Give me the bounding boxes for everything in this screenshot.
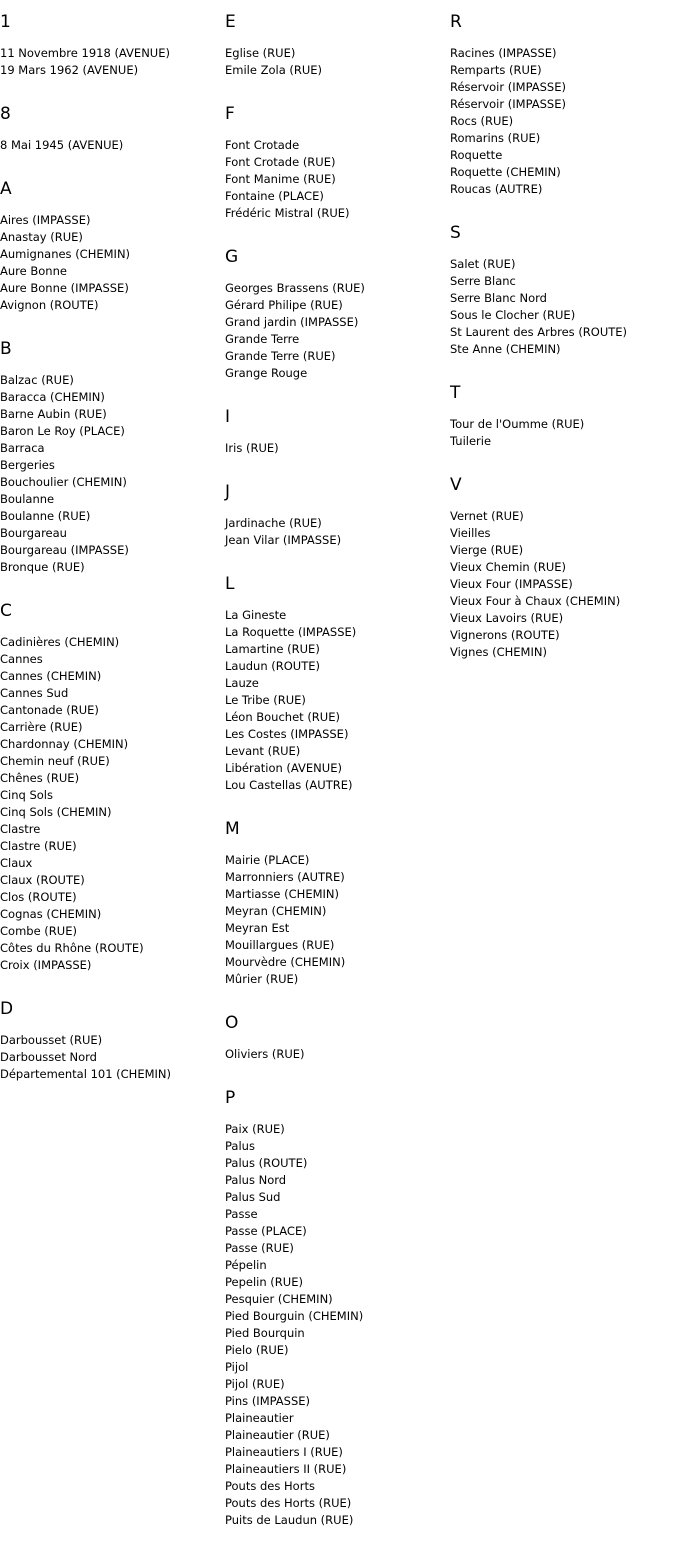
street-link[interactable]: Pepelin (RUE) [225, 1275, 303, 1289]
street-link[interactable]: Lauze [225, 676, 259, 690]
street-link[interactable]: Plaineautier [225, 1411, 294, 1425]
street-link[interactable]: Font Crotade [225, 138, 300, 152]
street-link[interactable]: Cadinières (CHEMIN) [0, 635, 120, 649]
street-link[interactable]: Barraca [0, 441, 45, 455]
street-link[interactable]: Darbousset Nord [0, 1050, 97, 1064]
letter-section [0, 177, 220, 314]
street-link[interactable]: Roucas (AUTRE) [450, 182, 543, 196]
street-link[interactable]: Rocs (RUE) [450, 114, 514, 128]
street-link[interactable]: Cognas (CHEMIN) [0, 907, 102, 921]
street-link[interactable]: Plaineautier (RUE) [225, 1428, 330, 1442]
street-link[interactable]: Grande Terre [225, 332, 300, 346]
street-link[interactable]: Levant (RUE) [225, 744, 301, 758]
street-link[interactable]: Passe [225, 1207, 258, 1221]
street-link[interactable]: Passe (PLACE) [225, 1224, 307, 1238]
street-link[interactable]: Paix (RUE) [225, 1122, 285, 1136]
section-letter-heading: M [225, 819, 240, 839]
street-link[interactable]: Marronniers (AUTRE) [225, 870, 345, 884]
street-link[interactable]: Romarins (RUE) [450, 131, 541, 145]
letter-section [225, 1011, 445, 1063]
letter-section [0, 599, 220, 974]
street-link[interactable]: Vignes (CHEMIN) [450, 645, 547, 659]
street-link[interactable]: Meyran (CHEMIN) [225, 904, 327, 918]
section-letter-heading: A [0, 179, 12, 199]
section-letter-heading: 1 [0, 12, 11, 32]
street-link[interactable]: Plaineautiers I (RUE) [225, 1445, 343, 1459]
street-link[interactable]: Cannes [0, 652, 43, 666]
street-link[interactable]: Carrière (RUE) [0, 720, 83, 734]
section-letter-heading: C [0, 601, 12, 621]
street-index-column-2 [225, 10, 445, 1552]
street-link[interactable]: Bourgareau [0, 526, 67, 540]
street-link[interactable]: Les Costes (IMPASSE) [225, 727, 349, 741]
street-link[interactable]: Meyran Est [225, 921, 290, 935]
street-link[interactable]: Pesquier (CHEMIN) [225, 1292, 333, 1306]
street-link[interactable]: Aure Bonne [0, 264, 67, 278]
section-letter-heading: F [225, 104, 235, 124]
street-link[interactable]: Iris (RUE) [225, 441, 279, 455]
section-letter-heading: E [225, 12, 236, 32]
street-link[interactable]: Vieux Four (IMPASSE) [450, 577, 573, 591]
street-link[interactable]: Racines (IMPASSE) [450, 46, 557, 60]
street-link[interactable]: Bergeries [0, 458, 55, 472]
street-link[interactable]: Darbousset (RUE) [0, 1033, 103, 1047]
street-link[interactable]: Pijol (RUE) [225, 1377, 285, 1391]
street-link[interactable]: Tour de l'Oumme (RUE) [450, 417, 585, 431]
street-link[interactable]: Grand jardin (IMPASSE) [225, 315, 359, 329]
street-link[interactable]: Frédéric Mistral (RUE) [225, 206, 350, 220]
street-link[interactable]: Léon Bouchet (RUE) [225, 710, 340, 724]
letter-section [450, 10, 670, 198]
street-link[interactable]: Eglise (RUE) [225, 46, 296, 60]
street-link[interactable]: Cinq Sols [0, 788, 53, 802]
street-link[interactable]: Pied Bourguin (CHEMIN) [225, 1309, 364, 1323]
street-link[interactable]: Cantonade (RUE) [0, 703, 99, 717]
letter-section [0, 10, 220, 79]
street-link[interactable]: Grande Terre (RUE) [225, 349, 336, 363]
street-link[interactable]: Côtes du Rhône (ROUTE) [0, 941, 144, 955]
street-link[interactable]: Bourgareau (IMPASSE) [0, 543, 129, 557]
street-link[interactable]: Plaineautiers II (RUE) [225, 1462, 347, 1476]
street-link[interactable]: Cannes Sud [0, 686, 69, 700]
street-link[interactable]: Boulanne [0, 492, 55, 506]
letter-section [450, 473, 670, 661]
street-link[interactable]: Chemin neuf (RUE) [0, 754, 110, 768]
street-link[interactable]: Aumignanes (CHEMIN) [0, 247, 131, 261]
street-link[interactable]: Réservoir (IMPASSE) [450, 80, 566, 94]
street-link[interactable]: Passe (RUE) [225, 1241, 294, 1255]
letter-section [225, 817, 445, 988]
street-link[interactable]: Vierge (RUE) [450, 543, 524, 557]
street-link[interactable]: Pouts des Horts [225, 1479, 315, 1493]
street-link[interactable]: Gérard Philipe (RUE) [225, 298, 343, 312]
section-letter-heading: J [225, 482, 231, 502]
street-link[interactable]: Mouillargues (RUE) [225, 938, 335, 952]
street-link[interactable]: Cannes (CHEMIN) [0, 669, 102, 683]
street-link[interactable]: St Laurent des Arbres (ROUTE) [450, 325, 628, 339]
street-link[interactable]: Baracca (CHEMIN) [0, 390, 105, 404]
letter-section [225, 102, 445, 222]
letter-section [450, 381, 670, 450]
street-link[interactable]: Palus Sud [225, 1190, 281, 1204]
street-link[interactable]: Clastre [0, 822, 41, 836]
street-link[interactable]: Pijol [225, 1360, 249, 1374]
street-link[interactable]: Serre Blanc [450, 274, 516, 288]
street-link[interactable]: Départemental 101 (CHEMIN) [0, 1067, 172, 1081]
street-link[interactable]: Serre Blanc Nord [450, 291, 547, 305]
letter-section [225, 572, 445, 794]
letter-section [0, 997, 220, 1083]
street-link[interactable]: Font Crotade (RUE) [225, 155, 336, 169]
street-link[interactable]: Roquette (CHEMIN) [450, 165, 561, 179]
street-link[interactable]: Chardonnay (CHEMIN) [0, 737, 129, 751]
street-link[interactable]: Clastre (RUE) [0, 839, 77, 853]
street-index-column-3 [450, 10, 670, 684]
street-link[interactable]: Puits de Laudun (RUE) [225, 1513, 354, 1527]
street-link[interactable]: Bronque (RUE) [0, 560, 85, 574]
street-link[interactable]: Fontaine (PLACE) [225, 189, 324, 203]
street-link[interactable]: Laudun (ROUTE) [225, 659, 320, 673]
street-link[interactable]: 19 Mars 1962 (AVENUE) [0, 63, 139, 77]
street-link[interactable]: Georges Brassens (RUE) [225, 281, 365, 295]
street-link[interactable]: Jean Vilar (IMPASSE) [225, 533, 342, 547]
street-link[interactable]: Mairie (PLACE) [225, 853, 310, 867]
street-link[interactable]: Palus [225, 1139, 255, 1153]
street-link[interactable]: Pied Bourquin [225, 1326, 305, 1340]
street-link[interactable]: Boulanne (RUE) [0, 509, 91, 523]
section-letter-heading: S [450, 223, 461, 243]
letter-section [450, 221, 670, 358]
street-link[interactable]: Anastay (RUE) [0, 230, 83, 244]
street-link[interactable]: Avignon (ROUTE) [0, 298, 99, 312]
street-link[interactable]: Combe (RUE) [0, 924, 77, 938]
letter-section [0, 337, 220, 576]
street-link[interactable]: Cinq Sols (CHEMIN) [0, 805, 112, 819]
street-index-column-1 [0, 10, 220, 1106]
letter-section [225, 10, 445, 79]
street-link[interactable]: 11 Novembre 1918 (AVENUE) [0, 46, 170, 60]
street-link[interactable]: Pins (IMPASSE) [225, 1394, 311, 1408]
street-link[interactable]: Lou Castellas (AUTRE) [225, 778, 353, 792]
street-link[interactable]: Tuilerie [450, 434, 492, 448]
street-link[interactable]: Remparts (RUE) [450, 63, 542, 77]
street-link[interactable]: Le Tribe (RUE) [225, 693, 306, 707]
street-link[interactable]: Emile Zola (RUE) [225, 63, 323, 77]
letter-section [225, 480, 445, 549]
section-letter-heading: L [225, 574, 235, 594]
street-link[interactable]: Clos (ROUTE) [0, 890, 77, 904]
street-link[interactable]: Claux [0, 856, 33, 870]
street-link[interactable]: Oliviers (RUE) [225, 1047, 305, 1061]
street-link[interactable]: Chênes (RUE) [0, 771, 80, 785]
letter-section [225, 405, 445, 457]
street-link[interactable]: Palus Nord [225, 1173, 287, 1187]
street-link[interactable]: Vieilles [450, 526, 491, 540]
street-link[interactable]: Croix (IMPASSE) [0, 958, 92, 972]
street-link[interactable]: Vieux Lavoirs (RUE) [450, 611, 564, 625]
street-link[interactable]: Vignerons (ROUTE) [450, 628, 560, 642]
section-letter-heading: V [450, 475, 462, 495]
section-letter-heading: G [225, 247, 239, 267]
street-link[interactable]: Grange Rouge [225, 366, 308, 380]
street-link[interactable]: Balzac (RUE) [0, 373, 74, 387]
street-link[interactable]: Pielo (RUE) [225, 1343, 289, 1357]
street-link[interactable]: Vieux Chemin (RUE) [450, 560, 567, 574]
street-link[interactable]: Palus (ROUTE) [225, 1156, 308, 1170]
street-link[interactable]: Roquette [450, 148, 503, 162]
letter-section [0, 102, 220, 154]
street-link[interactable]: Font Manime (RUE) [225, 172, 336, 186]
street-link[interactable]: Pouts des Horts (RUE) [225, 1496, 352, 1510]
street-link[interactable]: 8 Mai 1945 (AVENUE) [0, 138, 124, 152]
street-link[interactable]: Lamartine (RUE) [225, 642, 320, 656]
street-link[interactable]: Réservoir (IMPASSE) [450, 97, 566, 111]
street-link[interactable]: La Roquette (IMPASSE) [225, 625, 357, 639]
section-letter-heading: D [0, 999, 14, 1019]
street-link[interactable]: Mourvèdre (CHEMIN) [225, 955, 346, 969]
section-letter-heading: B [0, 339, 12, 359]
street-link[interactable]: Pépelin [225, 1258, 267, 1272]
section-letter-heading: I [225, 407, 231, 427]
section-letter-heading: P [225, 1088, 236, 1108]
street-link[interactable]: Sous le Clocher (RUE) [450, 308, 576, 322]
street-link[interactable]: Libération (AVENUE) [225, 761, 342, 775]
section-letter-heading: O [225, 1013, 239, 1033]
section-letter-heading: T [450, 383, 461, 403]
street-link[interactable]: Martiasse (CHEMIN) [225, 887, 339, 901]
street-link[interactable]: Claux (ROUTE) [0, 873, 85, 887]
street-link[interactable]: Ste Anne (CHEMIN) [450, 342, 561, 356]
section-letter-heading: R [450, 12, 462, 32]
street-link[interactable]: Aires (IMPASSE) [0, 213, 91, 227]
street-link[interactable]: Baron Le Roy (PLACE) [0, 424, 125, 438]
street-link[interactable]: Jardinache (RUE) [225, 516, 322, 530]
street-link[interactable]: Mûrier (RUE) [225, 972, 299, 986]
letter-section [225, 1086, 445, 1529]
letter-section [225, 245, 445, 382]
street-link[interactable]: Vernet (RUE) [450, 509, 524, 523]
street-link[interactable]: Salet (RUE) [450, 257, 516, 271]
street-link[interactable]: Aure Bonne (IMPASSE) [0, 281, 129, 295]
street-link[interactable]: Vieux Four à Chaux (CHEMIN) [450, 594, 621, 608]
street-link[interactable]: La Gineste [225, 608, 287, 622]
street-link[interactable]: Bouchoulier (CHEMIN) [0, 475, 127, 489]
street-link[interactable]: Barne Aubin (RUE) [0, 407, 107, 421]
section-letter-heading: 8 [0, 104, 11, 124]
